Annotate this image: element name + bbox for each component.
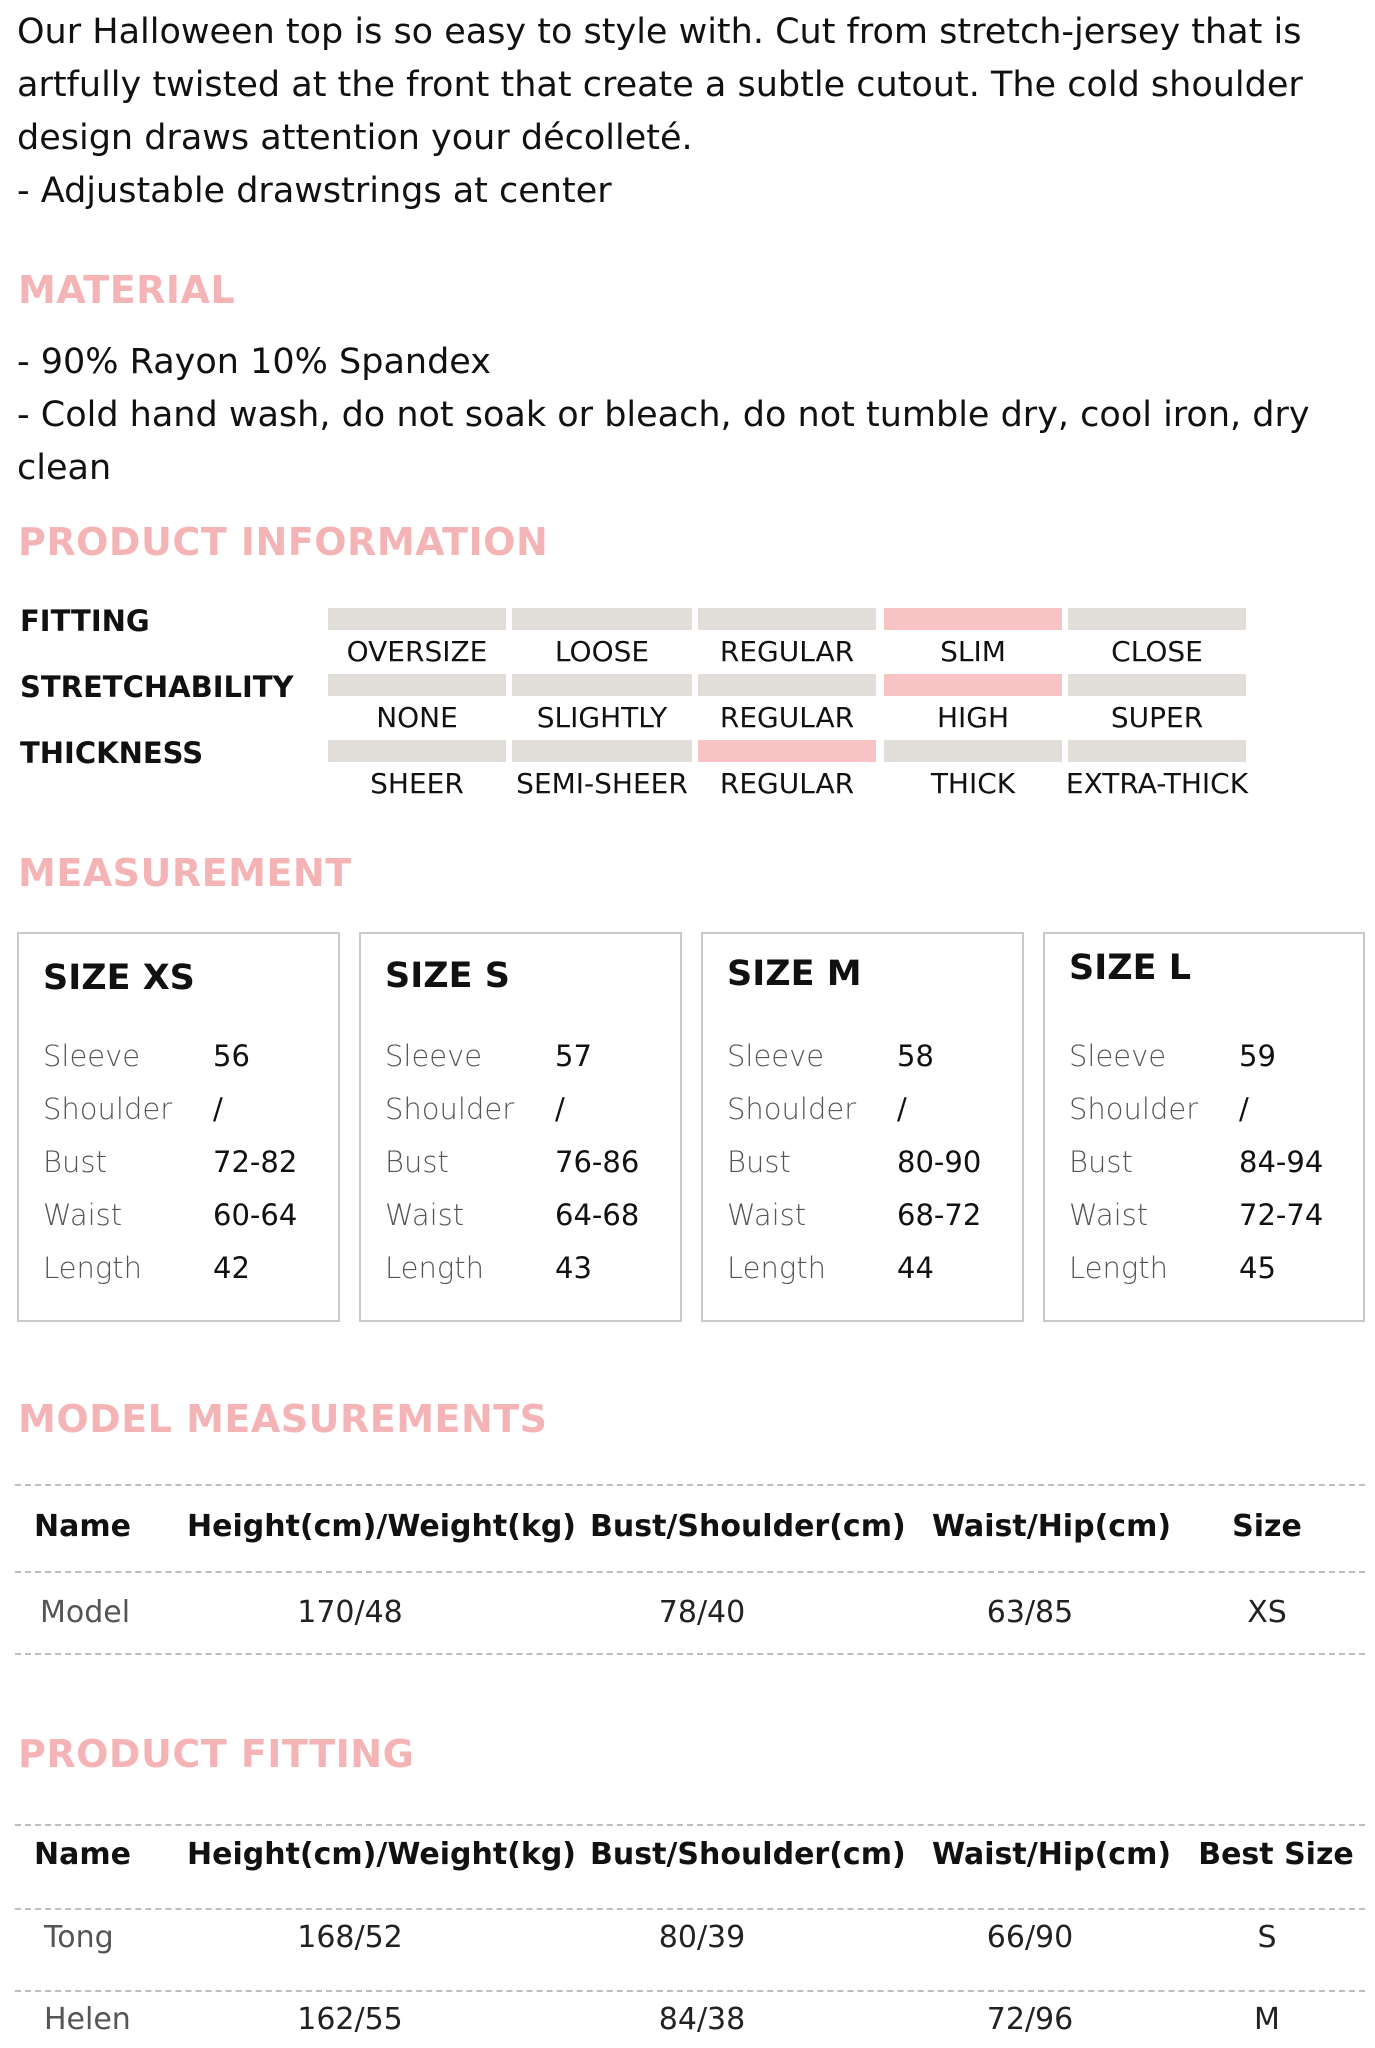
description-paragraph: Our Halloween top is so easy to style with. Cut from stretch-jersey that is artfully twisted at the front that create a subtle cutout. The cold shoulder design draws attention your décolleté.	[17, 12, 1303, 158]
pi-bar	[698, 674, 876, 696]
table-header: Bust/Shoulder(cm)	[590, 1509, 906, 1544]
table-header: Waist/Hip(cm)	[932, 1837, 1172, 1872]
measurement-row	[727, 1198, 1012, 1251]
measurement-heading: MEASUREMENT	[18, 851, 352, 895]
pi-bar-selected	[884, 608, 1062, 630]
pi-bar	[328, 740, 506, 762]
table-header: Waist/Hip(cm)	[932, 1509, 1172, 1544]
measurement-value: /	[213, 1092, 223, 1126]
measurement-row	[43, 1039, 328, 1092]
table-cell: 84/38	[658, 2002, 746, 2037]
table-cell: S	[1257, 1920, 1277, 1955]
measurement-row	[43, 1251, 328, 1304]
pi-option-label: SUPER	[1110, 701, 1204, 734]
measurement-row	[1069, 1092, 1353, 1145]
measurement-value: 44	[897, 1251, 934, 1285]
pi-bar-selected	[884, 674, 1062, 696]
measurement-value: 60-64	[213, 1198, 298, 1232]
pi-bar-selected	[698, 740, 876, 762]
measurement-key: Sleeve	[385, 1039, 483, 1073]
table-divider	[15, 1908, 1365, 1910]
measurement-row	[385, 1145, 670, 1198]
table-cell: 170/48	[297, 1595, 403, 1630]
measurement-value: /	[897, 1092, 907, 1126]
table-header: Height(cm)/Weight(kg)	[187, 1837, 577, 1872]
measurement-key: Sleeve	[1069, 1039, 1167, 1073]
measurement-key: Length	[43, 1251, 143, 1285]
measurement-key: Waist	[727, 1198, 807, 1232]
measurement-key: Shoulder	[1069, 1092, 1199, 1126]
pi-option-label: SEMI-SHEER	[516, 767, 688, 800]
measurement-key: Sleeve	[43, 1039, 141, 1073]
table-header: Best Size	[1198, 1837, 1354, 1872]
pi-option-label: REGULAR	[719, 635, 855, 668]
table-header: Height(cm)/Weight(kg)	[187, 1509, 577, 1544]
pi-bar	[512, 674, 692, 696]
measurement-key: Shoulder	[43, 1092, 173, 1126]
measurement-row	[385, 1251, 670, 1304]
pi-row-label: STRETCHABILITY	[20, 670, 294, 704]
table-divider	[15, 1484, 1365, 1486]
table-header: Size	[1232, 1509, 1302, 1544]
table-cell: 63/85	[986, 1595, 1074, 1630]
measurement-key: Shoulder	[727, 1092, 857, 1126]
product-information-heading: PRODUCT INFORMATION	[18, 520, 549, 564]
measurement-value: 58	[897, 1039, 934, 1073]
table-cell: 72/96	[986, 2002, 1074, 2037]
table-cell: 66/90	[986, 1920, 1074, 1955]
measurement-row	[727, 1251, 1012, 1304]
pi-bar	[884, 740, 1062, 762]
table-cell-name: Helen	[44, 2002, 131, 2037]
pi-row-label: THICKNESS	[20, 736, 204, 770]
pi-bar	[512, 608, 692, 630]
measurement-key: Shoulder	[385, 1092, 515, 1126]
measurement-key: Bust	[385, 1145, 449, 1179]
product-fitting-heading: PRODUCT FITTING	[18, 1732, 415, 1776]
description-bullet: - Adjustable drawstrings at center	[17, 171, 612, 211]
pi-option-label: SLIGHTLY	[536, 701, 668, 734]
size-card	[701, 932, 1024, 1322]
measurement-row	[1069, 1145, 1353, 1198]
material-item: - 90% Rayon 10% Spandex	[17, 342, 491, 382]
measurement-value: 68-72	[897, 1198, 982, 1232]
measurement-row	[43, 1092, 328, 1145]
size-title: SIZE M	[727, 954, 862, 994]
measurement-row	[385, 1092, 670, 1145]
measurement-value: 80-90	[897, 1145, 982, 1179]
measurement-key: Bust	[727, 1145, 791, 1179]
table-header: Name	[34, 1837, 131, 1872]
size-card	[1043, 932, 1365, 1322]
pi-option-label: NONE	[376, 701, 458, 734]
product-description	[17, 6, 1362, 218]
measurement-key: Waist	[385, 1198, 465, 1232]
pi-option-label: EXTRA-THICK	[1065, 767, 1249, 800]
pi-bar	[698, 608, 876, 630]
measurement-key: Length	[385, 1251, 485, 1285]
size-title: SIZE XS	[43, 958, 195, 998]
measurement-row	[727, 1092, 1012, 1145]
table-divider	[15, 1990, 1365, 1992]
table-divider	[15, 1571, 1365, 1573]
size-title: SIZE S	[385, 956, 510, 996]
measurement-value: 59	[1239, 1039, 1276, 1073]
measurement-key: Length	[1069, 1251, 1169, 1285]
measurement-row	[1069, 1251, 1353, 1304]
pi-option-label: HIGH	[936, 701, 1010, 734]
pi-option-label: REGULAR	[719, 701, 855, 734]
pi-bar	[1068, 608, 1246, 630]
table-header: Name	[34, 1509, 131, 1544]
table-cell: M	[1254, 2002, 1280, 2037]
measurement-key: Length	[727, 1251, 827, 1285]
measurement-row	[1069, 1039, 1353, 1092]
pi-option-label: LOOSE	[554, 635, 650, 668]
measurement-key: Sleeve	[727, 1039, 825, 1073]
pi-option-label: OVERSIZE	[346, 635, 488, 668]
table-cell-name: Tong	[44, 1920, 114, 1955]
measurement-row	[385, 1198, 670, 1251]
measurement-row	[43, 1145, 328, 1198]
table-cell: 162/55	[297, 2002, 403, 2037]
pi-bar	[328, 674, 506, 696]
measurement-key: Waist	[43, 1198, 123, 1232]
table-cell: 80/39	[658, 1920, 746, 1955]
measurement-key: Bust	[43, 1145, 107, 1179]
pi-option-label: SLIM	[940, 635, 1006, 668]
measurement-value: 42	[213, 1251, 250, 1285]
pi-option-label: REGULAR	[719, 767, 855, 800]
table-cell: XS	[1247, 1595, 1287, 1630]
measurement-value: 57	[555, 1039, 592, 1073]
size-title: SIZE L	[1069, 948, 1192, 988]
material-list	[17, 336, 1375, 495]
measurement-value: 45	[1239, 1251, 1276, 1285]
measurement-value: /	[555, 1092, 565, 1126]
table-cell-name: Model	[40, 1595, 131, 1630]
pi-bar	[512, 740, 692, 762]
size-card	[359, 932, 682, 1322]
measurement-value: 72-82	[213, 1145, 298, 1179]
table-cell: 78/40	[658, 1595, 746, 1630]
measurement-value: 56	[213, 1039, 250, 1073]
measurement-value: 43	[555, 1251, 592, 1285]
measurement-value: 84-94	[1239, 1145, 1324, 1179]
model-measurements-heading: MODEL MEASUREMENTS	[18, 1397, 548, 1441]
table-divider	[15, 1653, 1365, 1655]
size-card	[17, 932, 340, 1322]
measurement-row	[1069, 1198, 1353, 1251]
table-header: Bust/Shoulder(cm)	[590, 1837, 906, 1872]
pi-option-label: SHEER	[370, 767, 464, 800]
pi-bar	[328, 608, 506, 630]
measurement-row	[43, 1198, 328, 1251]
table-cell: 168/52	[297, 1920, 403, 1955]
measurement-row	[385, 1039, 670, 1092]
pi-bar	[1068, 674, 1246, 696]
measurement-value: 72-74	[1239, 1198, 1324, 1232]
pi-row-label: FITTING	[20, 604, 150, 638]
pi-option-label: CLOSE	[1111, 635, 1203, 668]
measurement-row	[727, 1039, 1012, 1092]
measurement-value: 76-86	[555, 1145, 640, 1179]
pi-bar	[1068, 740, 1246, 762]
pi-option-label: THICK	[930, 767, 1016, 800]
table-divider	[15, 1824, 1365, 1826]
measurement-key: Waist	[1069, 1198, 1149, 1232]
measurement-value: 64-68	[555, 1198, 640, 1232]
measurement-key: Bust	[1069, 1145, 1133, 1179]
material-item: - Cold hand wash, do not soak or bleach, do not tumble dry, cool iron, dry clean	[17, 395, 1310, 488]
measurement-value: /	[1239, 1092, 1249, 1126]
material-heading: MATERIAL	[18, 268, 236, 312]
measurement-row	[727, 1145, 1012, 1198]
